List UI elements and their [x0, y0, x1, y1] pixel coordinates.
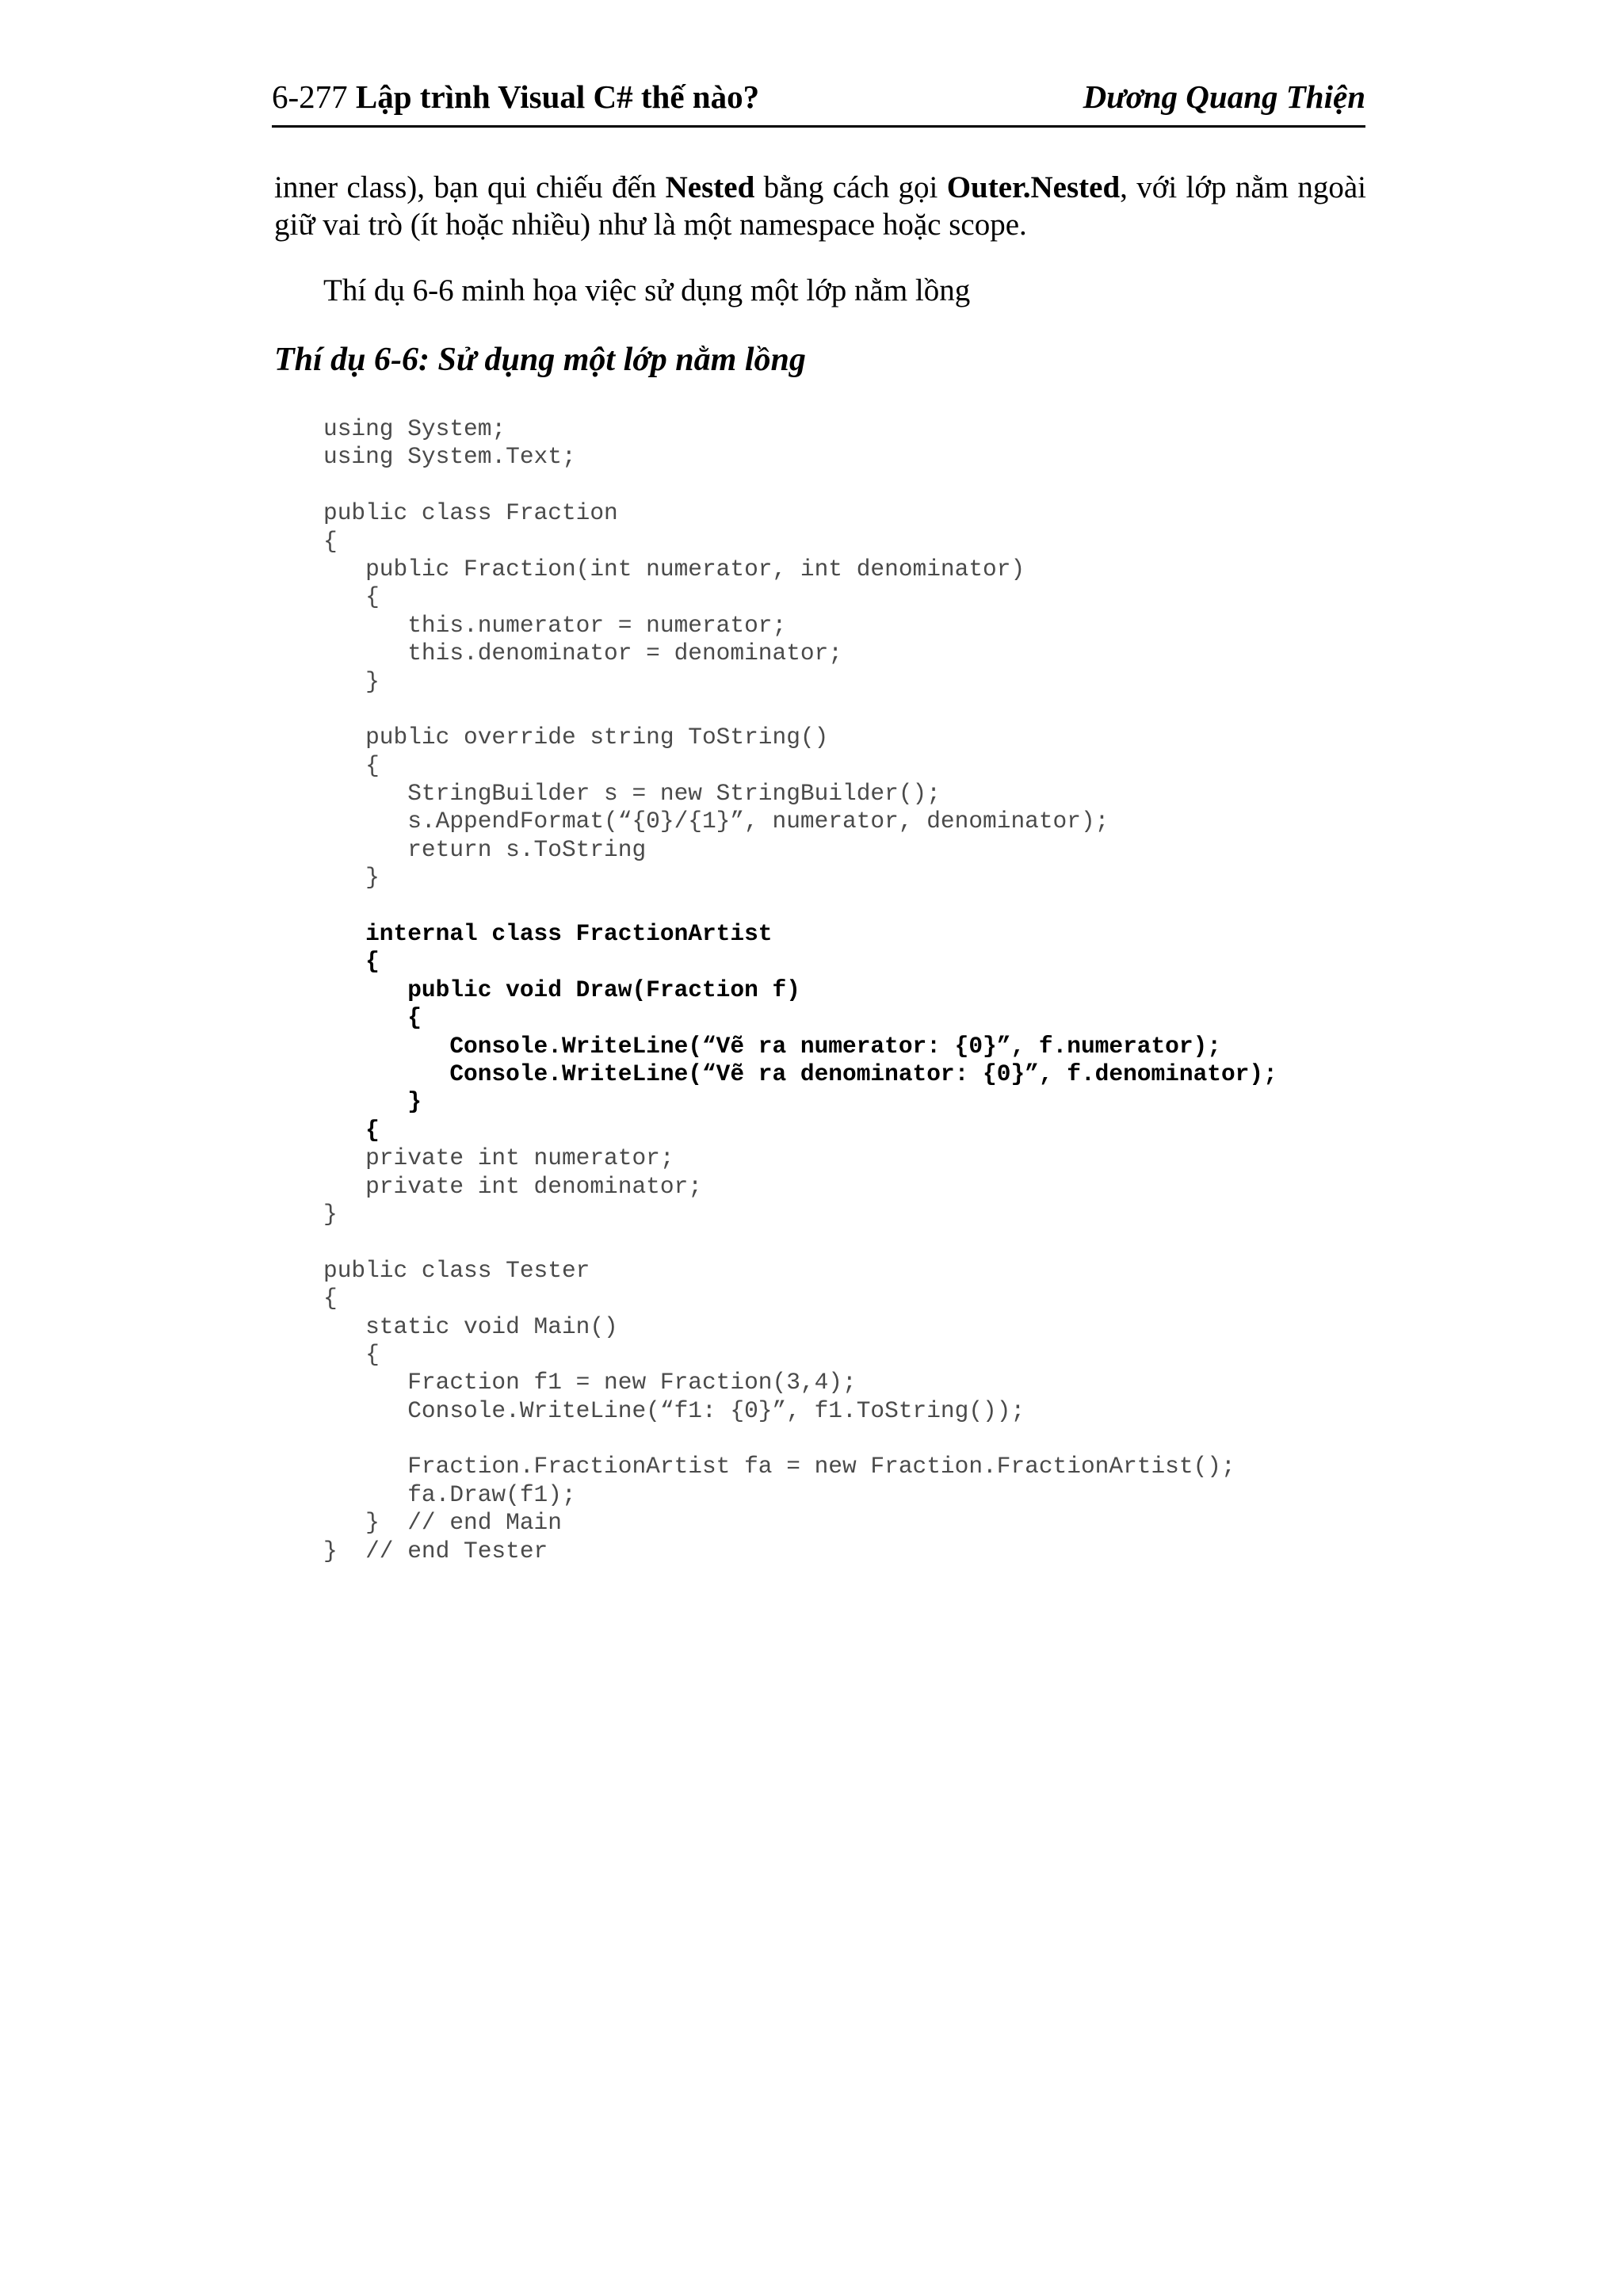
- code-line: Console.WriteLine(“f1: {0}”, f1.ToString());: [323, 1396, 1025, 1424]
- code-line: using System.Text;: [323, 443, 576, 471]
- code-line: return s.ToString: [323, 835, 647, 863]
- code-line: this.numerator = numerator;: [323, 611, 787, 639]
- code-line: public void Draw(Fraction f): [323, 976, 800, 1003]
- intro-paragraph: [274, 169, 1366, 243]
- code-line: } // end Main: [323, 1509, 562, 1537]
- example-heading: Thí dụ 6-6: Sử dụng một lớp nằm lồng: [274, 342, 806, 378]
- code-line: [323, 696, 1277, 724]
- code-line: } // end Tester: [323, 1537, 548, 1564]
- code-line: static void Main(): [323, 1312, 618, 1340]
- code-line: public class Tester: [323, 1256, 590, 1284]
- code-line: using System;: [323, 415, 506, 442]
- code-line: {: [323, 583, 380, 611]
- code-line: }: [323, 1088, 422, 1116]
- code-line: {: [323, 1004, 422, 1032]
- code-line: [323, 1228, 1277, 1256]
- code-line: public override string ToString(): [323, 724, 829, 751]
- code-line: Fraction.FractionArtist fa = new Fraction.FractionArtist();: [323, 1453, 1235, 1480]
- code-line: {: [323, 751, 380, 779]
- code-line: {: [323, 948, 380, 976]
- nested-term: Nested: [665, 170, 755, 204]
- code-line: fa.Draw(f1);: [323, 1480, 576, 1508]
- intro-text-e: , với lớp nằm ngoài giữ vai trò (ít hoặc nhiều) như là một namespace hoặc scope.: [274, 170, 1366, 242]
- code-line: {: [323, 527, 338, 555]
- author-name: Dương Quang Thiện: [1083, 78, 1365, 115]
- code-line: }: [323, 1200, 338, 1228]
- intro-text-a: inner class), bạn qui chiếu đến: [274, 170, 666, 204]
- code-line: Console.WriteLine(“Vẽ ra numerator: {0}”, f.numerator);: [323, 1032, 1221, 1060]
- code-line: }: [323, 864, 380, 892]
- code-line: internal class FractionArtist: [323, 920, 773, 948]
- code-line: [323, 1425, 1277, 1453]
- code-line: StringBuilder s = new StringBuilder();: [323, 780, 941, 808]
- code-line: {: [323, 1285, 338, 1312]
- code-line: private int numerator;: [323, 1144, 674, 1172]
- code-line: Console.WriteLine(“Vẽ ra denominator: {0}”, f.denominator);: [323, 1060, 1277, 1087]
- example-intro-paragraph: Thí dụ 6-6 minh họa việc sử dụng một lớp nằm lồng: [323, 273, 971, 308]
- code-line: {: [323, 1340, 380, 1368]
- code-line: public Fraction(int numerator, int denominator): [323, 555, 1025, 583]
- code-line: public class Fraction: [323, 499, 618, 527]
- page-header: [272, 78, 1365, 128]
- code-line: Fraction f1 = new Fraction(3,4);: [323, 1369, 857, 1396]
- code-line: s.AppendFormat(“{0}/{1}”, numerator, denominator);: [323, 808, 1109, 835]
- code-line: [323, 892, 1277, 920]
- code-line: this.denominator = denominator;: [323, 640, 843, 667]
- page-number: 6-277: [272, 78, 348, 115]
- intro-text-c: bằng cách gọi: [754, 170, 947, 204]
- code-listing: [323, 415, 1277, 1565]
- outer-nested-term: Outer.Nested: [946, 170, 1121, 204]
- book-title: Lập trình Visual C# thế nào?: [355, 78, 760, 115]
- code-line: {: [323, 1116, 380, 1144]
- code-line: private int denominator;: [323, 1172, 702, 1200]
- header-left: [272, 78, 759, 116]
- code-line: }: [323, 667, 380, 695]
- code-line: [323, 472, 1277, 499]
